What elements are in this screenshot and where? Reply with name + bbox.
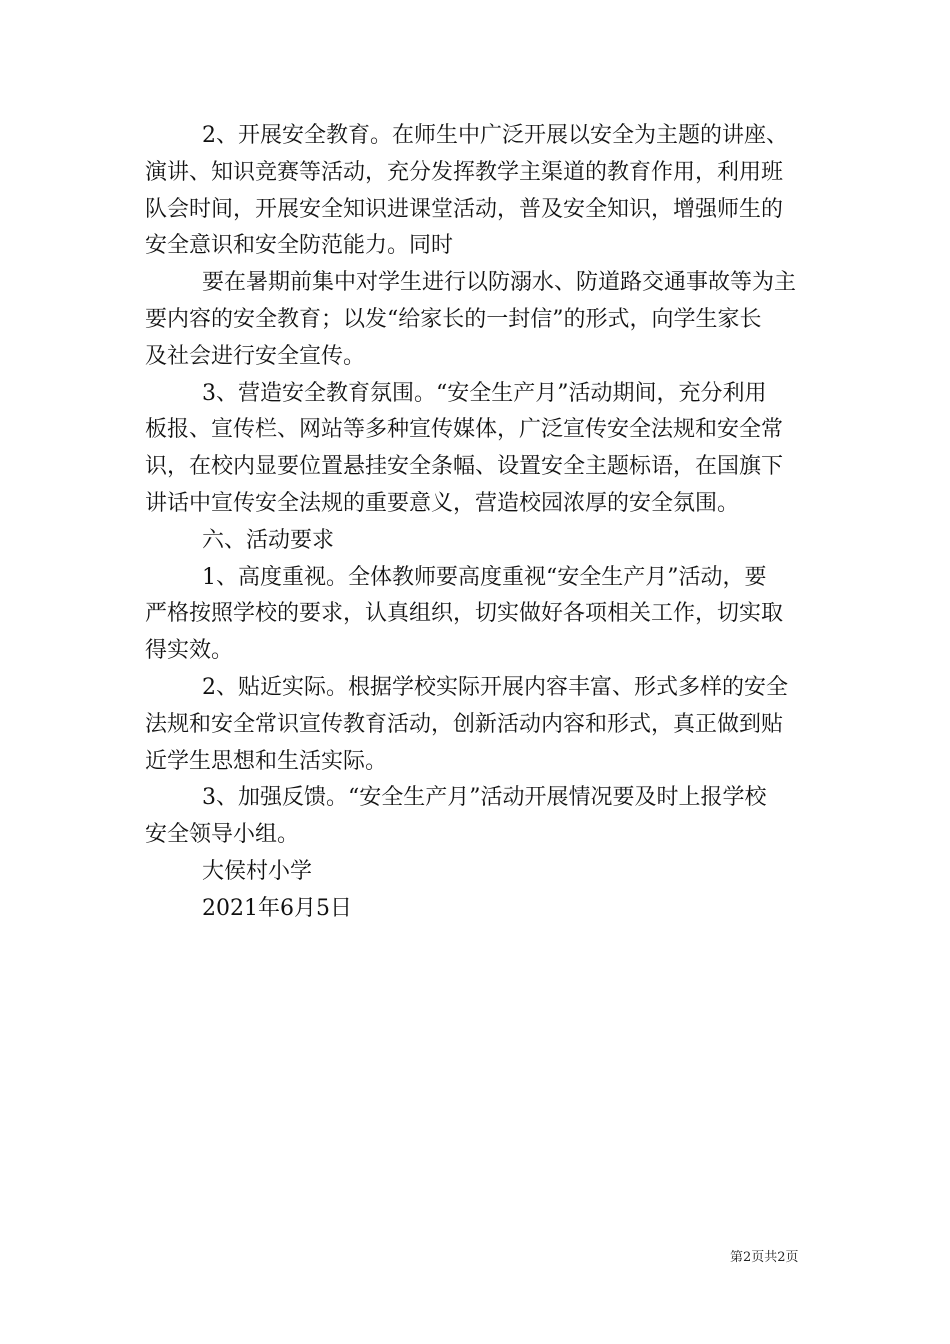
paragraph-line: 法规和安全常识宣传教育活动，创新活动内容和形式，真正做到贴 [145,711,784,737]
paragraph-line: 3、营造安全教育氛围。“安全生产月”活动期间，充分利用 [202,380,767,406]
paragraph-line: 演讲、知识竞赛等活动，充分发挥教学主渠道的教育作用，利用班 [145,159,784,185]
page-number: 第2页共2页 [730,1250,799,1265]
paragraph-line: 板报、宣传栏、网站等多种宣传媒体，广泛宣传安全法规和安全常 [145,417,784,443]
paragraph-line: 得实效。 [145,638,234,664]
paragraph-line: 2、贴近实际。根据学校实际开展内容丰富、形式多样的安全 [202,674,788,700]
section-heading: 六、活动要求 [202,527,335,553]
paragraph-line: 安全意识和安全防范能力。同时 [145,233,454,259]
document-body [145,118,807,928]
paragraph-line: 要内容的安全教育；以发“给家长的一封信”的形式，向学生家长 [145,306,762,332]
paragraph-line: 近学生思想和生活实际。 [145,748,388,774]
paragraph-line: 讲话中宣传安全法规的重要意义，营造校园浓厚的安全氛围。 [145,490,740,516]
paragraph-line: 要在暑期前集中对学生进行以防溺水、防道路交通事故等为主 [202,270,797,296]
signature-date: 2021年6月5日 [202,895,352,921]
paragraph-line: 队会时间，开展安全知识进课堂活动，普及安全知识，增强师生的 [145,196,784,222]
paragraph-line: 及社会进行安全宣传。 [145,343,366,369]
paragraph-line: 1、高度重视。全体教师要高度重视“安全生产月”活动，要 [202,564,767,590]
signature-school: 大侯村小学 [202,858,313,884]
paragraph-line: 安全领导小组。 [145,822,300,848]
paragraph-line: 3、加强反馈。“安全生产月”活动开展情况要及时上报学校 [202,785,767,811]
paragraph-line: 严格按照学校的要求，认真组织，切实做好各项相关工作，切实取 [145,601,784,627]
paragraph-line: 识，在校内显要位置悬挂安全条幅、设置安全主题标语，在国旗下 [145,454,784,480]
paragraph-line: 2、开展安全教育。在师生中广泛开展以安全为主题的讲座、 [202,123,788,148]
